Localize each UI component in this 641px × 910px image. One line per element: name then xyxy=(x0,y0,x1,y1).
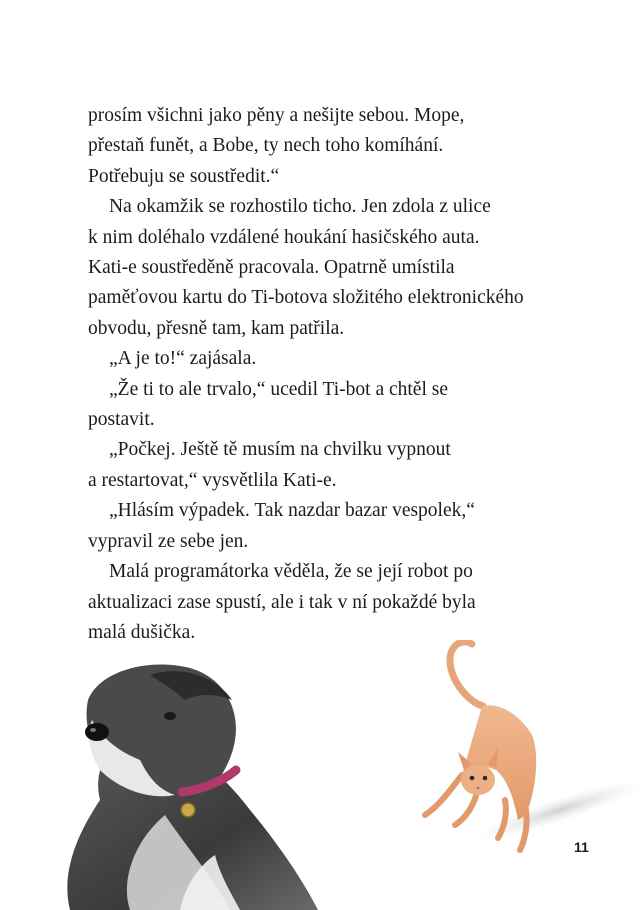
text-line: obvodu, přesně tam, kam patřila. xyxy=(88,317,345,339)
text-line: Potřebuju se soustředit.“ xyxy=(88,165,280,187)
text-line: „Že ti to ale trvalo,“ ucedil Ti-bot a chtěl se xyxy=(109,378,448,400)
text-line: vypravil ze sebe jen. xyxy=(88,530,249,552)
dog-illustration xyxy=(67,665,318,910)
text-line: paměťovou kartu do Ti-botova složitého elektronického xyxy=(88,287,524,309)
text-line: „A je to!“ zajásala. xyxy=(109,348,257,370)
text-line: a restartovat,“ vysvětlila Kati-e. xyxy=(88,469,337,491)
text-line: Kati-e soustředěně pracovala. Opatrně umístila xyxy=(88,257,455,279)
text-line: Na okamžik se rozhostilo ticho. Jen zdola z ulice xyxy=(109,196,491,218)
text-line: „Počkej. Ještě tě musím na chvilku vypnout xyxy=(109,439,451,461)
text-line: Malá programátorka věděla, že se její robot po xyxy=(109,561,473,583)
page-number: 11 xyxy=(574,839,589,855)
text-line: malá dušička. xyxy=(88,621,196,643)
text-line: prosím všichni jako pěny a nešijte sebou. Mope, xyxy=(88,105,465,126)
cat-illustration xyxy=(425,642,536,850)
text-line: k nim doléhalo vzdálené houkání hasičského auta. xyxy=(88,226,480,248)
page-body-text xyxy=(88,101,558,648)
dog-and-cat-illustration xyxy=(0,640,641,910)
text-line: „Hlásím výpadek. Tak nazdar bazar vespolek,“ xyxy=(109,500,475,522)
text-line: aktualizaci zase spustí, ale i tak v ní pokaždé byla xyxy=(88,591,476,613)
text-line: přestaň funět, a Bobe, ty nech toho komíhání. xyxy=(88,135,444,157)
text-line: postavit. xyxy=(88,409,155,431)
